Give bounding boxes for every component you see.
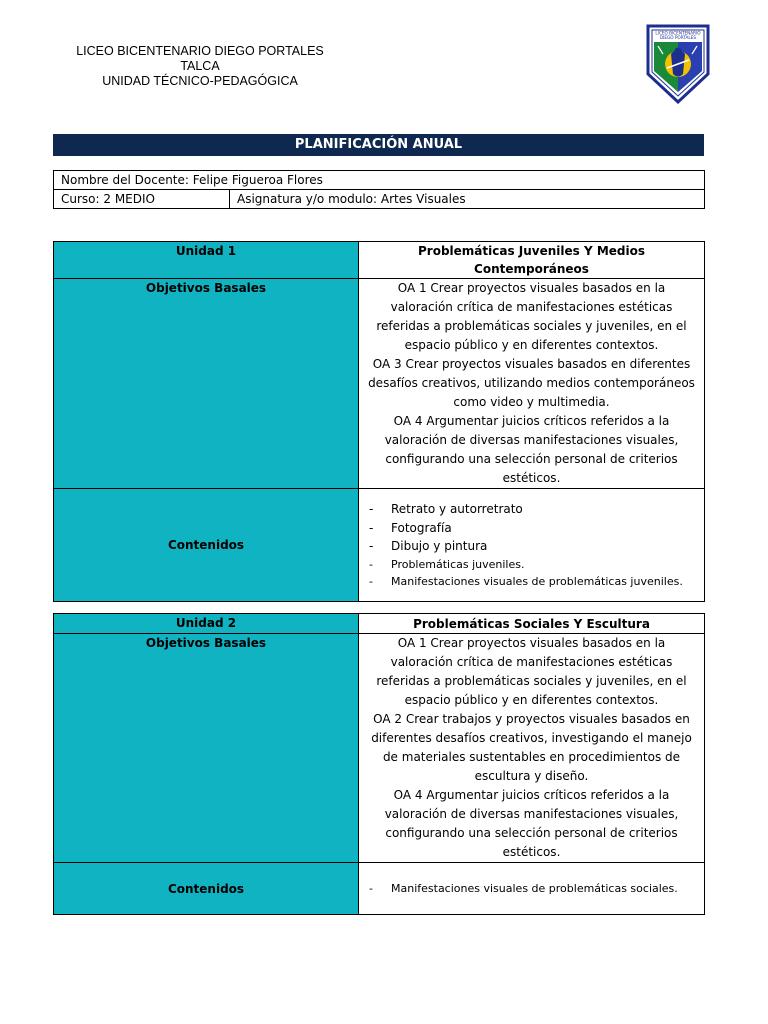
- unit-name: Problemáticas Sociales Y Escultura: [359, 614, 705, 634]
- teacher-info-table: [53, 170, 705, 209]
- table-row: [54, 171, 705, 190]
- contenidos-label: Contenidos: [54, 489, 359, 602]
- objetivo: OA 3 Crear proyectos visuales basados en diferentes desafíos creativos, utilizando medios contemporáneos como video y multimedia.: [368, 357, 695, 409]
- list-item: - Retrato y autorretrato: [369, 502, 523, 517]
- logo-line2: DIEGO PORTALES: [659, 35, 697, 40]
- logo-line1: LICEO BICENTENARIO: [655, 30, 701, 36]
- contenidos-list: [359, 863, 705, 915]
- subject: Asignatura y/o modulo: Artes Visuales: [230, 190, 705, 209]
- unit-label: Unidad 1: [54, 242, 359, 279]
- school-logo-icon: [645, 24, 711, 104]
- school-name: LICEO BICENTENARIO DIEGO PORTALES: [76, 44, 324, 58]
- unit-label: Unidad 2: [54, 614, 359, 634]
- unit-2-table: [53, 613, 705, 915]
- objetivo: OA 1 Crear proyectos visuales basados en la valoración crítica de manifestaciones estéticas referidas a problemáticas sociales y juveniles, en el espacio público y en diferentes contextos.: [376, 636, 687, 707]
- objetivos-list: [359, 279, 705, 489]
- objetivo: OA 2 Crear trabajos y proyectos visuales basados en diferentes desafíos creativos, investigando el manejo de materiales sustentables en procedimientos de escultura y diseño.: [371, 712, 692, 783]
- teacher-name: Nombre del Docente: Felipe Figueroa Flores: [54, 171, 705, 190]
- page-title: PLANIFICACIÓN ANUAL: [53, 134, 704, 156]
- list-item: - Problemáticas juveniles.: [369, 557, 525, 571]
- objetivo: OA 4 Argumentar juicios críticos referidos a la valoración de diversas manifestaciones visuales, configurando una selección personal de criterios estéticos.: [384, 414, 679, 485]
- unit-name: Problemáticas Juveniles Y Medios Contemporáneos: [359, 242, 705, 279]
- table-row: [54, 242, 705, 279]
- table-row: [54, 489, 705, 602]
- table-row: [54, 279, 705, 489]
- objetivo: OA 4 Argumentar juicios críticos referidos a la valoración de diversas manifestaciones visuales, configurando una selección personal de criterios estéticos.: [384, 788, 679, 859]
- course: Curso: 2 MEDIO: [54, 190, 230, 209]
- list-item: - Fotografía: [369, 520, 452, 535]
- school-unit: UNIDAD TÉCNICO-PEDAGÓGICA: [102, 74, 298, 88]
- table-row: [54, 190, 705, 209]
- objetivos-label: Objetivos Basales: [54, 634, 359, 863]
- objetivo: OA 1 Crear proyectos visuales basados en la valoración crítica de manifestaciones estéticas referidas a problemáticas sociales y juveniles, en el espacio público y en diferentes contextos.: [376, 281, 687, 352]
- table-row: [54, 614, 705, 634]
- list-item: - Dibujo y pintura: [369, 539, 488, 554]
- school-city: TALCA: [180, 59, 220, 73]
- objetivos-label: Objetivos Basales: [54, 279, 359, 489]
- contenidos-label: Contenidos: [54, 863, 359, 915]
- table-row: [54, 863, 705, 915]
- list-item: - Manifestaciones visuales de problemáticas sociales.: [369, 882, 678, 895]
- unit-1-table: [53, 241, 705, 602]
- contenidos-list: [359, 489, 705, 602]
- list-item: - Manifestaciones visuales de problemáticas juveniles.: [369, 574, 683, 588]
- school-header: [62, 44, 338, 89]
- table-row: [54, 634, 705, 863]
- objetivos-list: [359, 634, 705, 863]
